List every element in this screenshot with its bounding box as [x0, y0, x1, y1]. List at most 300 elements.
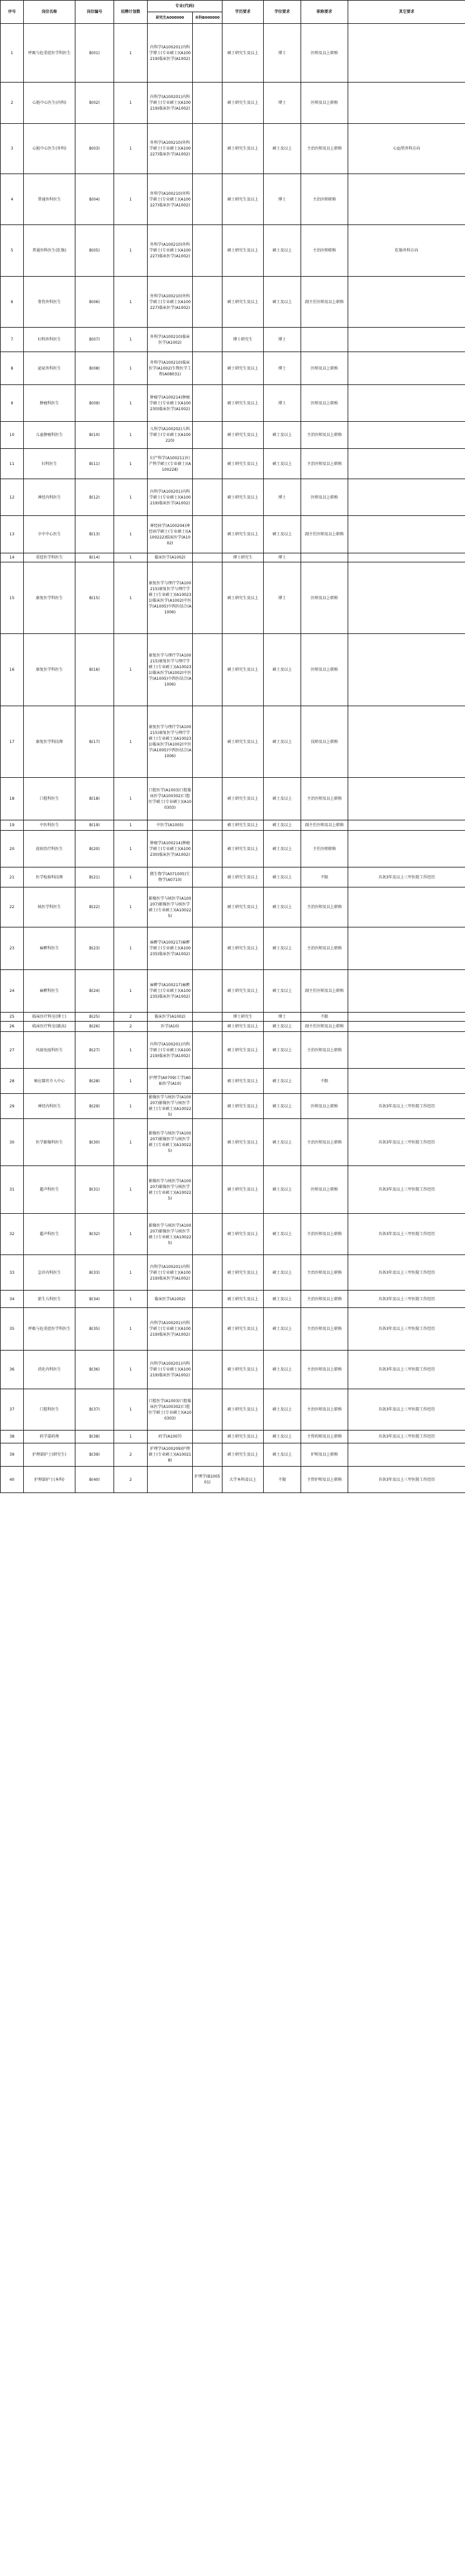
seq-cell: 33 [1, 1255, 24, 1291]
header-seq: 序号 [1, 1, 24, 24]
seq-cell: 7 [1, 328, 24, 352]
graduate-major-cell: 康复医学与理疗学(A100215)康复医学与理疗学硕士(专业硕士)(A100231)临床医学(A1002)中医学(A1005)中西医结合(A1006) [148, 706, 193, 778]
other-cell [348, 970, 465, 1013]
title-cell: 主治医师及以上职称 [301, 1351, 348, 1389]
position-code-cell: B(37) [75, 1389, 114, 1431]
plan-count-cell: 1 [114, 1308, 148, 1351]
undergraduate-major-cell [193, 778, 223, 820]
title-cell: 主治医师及以上职称 [301, 124, 348, 174]
graduate-major-cell: 外科学(A100210)外科学硕士(专业硕士)(A100227)临床医学(A1002) [148, 277, 193, 328]
position-name-cell: 风湿免疫科医生 [24, 1032, 75, 1069]
position-name-cell: 放射治疗科医生 [24, 831, 75, 867]
graduate-major-cell: 中医学(A1005) [148, 820, 193, 831]
position-name-cell: 重症医学科医生 [24, 553, 75, 562]
other-cell: 具备3年及以上三甲医院工作经历 [348, 1094, 465, 1119]
degree-cell: 硕士及以上 [264, 1351, 301, 1389]
graduate-major-cell: 康复医学与理疗学(A100215)康复医学与理疗学硕士(专业硕士)(A100231)临床医学(A1002)中医学(A1005)中西医结合(A1006) [148, 634, 193, 706]
seq-cell: 9 [1, 385, 24, 422]
position-name-cell: 麻醉科医生 [24, 927, 75, 970]
position-code-cell: B(40) [75, 1467, 114, 1493]
education-cell: 硕士研究生及以上 [223, 1214, 264, 1255]
position-name-cell: 普通外科医生(肛肠) [24, 225, 75, 277]
position-name-cell: 超声科医生 [24, 1214, 75, 1255]
seq-cell: 1 [1, 24, 24, 83]
position-code-cell: B(26) [75, 1022, 114, 1032]
graduate-major-cell: 内科学(A100201)内科学硕士(专业硕士)(A100219)临床医学(A1002) [148, 479, 193, 516]
title-cell: 副主任医师及以上职称 [301, 1022, 348, 1032]
position-code-cell: B(14) [75, 553, 114, 562]
table-row [1, 1013, 465, 1022]
undergraduate-major-cell [193, 174, 223, 225]
title-cell: 主治医师及以上职称 [301, 422, 348, 449]
undergraduate-major-cell [193, 277, 223, 328]
table-row [1, 328, 465, 352]
table-row [1, 887, 465, 927]
position-code-cell: B(23) [75, 927, 114, 970]
graduate-major-cell: 外科学(A100210)外科学硕士(专业硕士)(A100227)临床医学(A1002) [148, 225, 193, 277]
title-cell: 主治医师及以上职称 [301, 1308, 348, 1351]
education-cell: 大学本科及以上 [223, 1467, 264, 1493]
degree-cell: 硕士及以上 [264, 1431, 301, 1443]
table-row [1, 1069, 465, 1094]
plan-count-cell: 2 [114, 1022, 148, 1032]
position-name-cell: 神经内科医生 [24, 1094, 75, 1119]
header-degree: 学位要求 [264, 1, 301, 24]
seq-cell: 26 [1, 1022, 24, 1032]
degree-cell: 博士 [264, 385, 301, 422]
graduate-major-cell: 肿瘤学(A100214)肿瘤学硕士(专业硕士)(A100230)临床医学(A1002) [148, 831, 193, 867]
education-cell: 硕士研究生及以上 [223, 1255, 264, 1291]
position-code-cell: B(29) [75, 1094, 114, 1119]
table-row [1, 516, 465, 553]
other-cell [348, 634, 465, 706]
plan-count-cell: 1 [114, 1119, 148, 1166]
degree-cell: 硕士及以上 [264, 706, 301, 778]
title-cell: 主治医师职称 [301, 174, 348, 225]
other-cell [348, 83, 465, 124]
degree-cell: 硕士及以上 [264, 927, 301, 970]
position-code-cell: B(13) [75, 516, 114, 553]
graduate-major-cell: 护理学(A100209)护理硕士(专业硕士)(A100218) [148, 1443, 193, 1467]
education-cell: 硕士研究生及以上 [223, 634, 264, 706]
position-name-cell: 骨伤外科医生 [24, 277, 75, 328]
title-cell: 医师及以上职称 [301, 1166, 348, 1214]
position-code-cell: B(19) [75, 820, 114, 831]
education-cell: 博士研究生 [223, 553, 264, 562]
position-code-cell: B(27) [75, 1032, 114, 1069]
title-cell: 主治医师及以上职称 [301, 927, 348, 970]
other-cell [348, 927, 465, 970]
header-under: 本科B000000 [193, 12, 223, 24]
degree-cell: 硕士及以上 [264, 1389, 301, 1431]
position-name-cell: 急诊内科医生 [24, 1255, 75, 1291]
title-cell: 副主任医师及以上职称 [301, 820, 348, 831]
undergraduate-major-cell [193, 1443, 223, 1467]
seq-cell: 31 [1, 1166, 24, 1214]
degree-cell: 硕士及以上 [264, 1094, 301, 1119]
graduate-major-cell: 微生物学(A071005)生物学(A0710) [148, 867, 193, 887]
graduate-major-cell: 药学(A1007) [148, 1431, 193, 1443]
position-code-cell: B(32) [75, 1214, 114, 1255]
education-cell: 硕士研究生及以上 [223, 1069, 264, 1094]
title-cell: 主治医师及以上职称 [301, 1214, 348, 1255]
degree-cell: 硕士及以上 [264, 449, 301, 479]
degree-cell: 硕士及以上 [264, 970, 301, 1013]
table-row [1, 1022, 465, 1032]
seq-cell: 21 [1, 867, 24, 887]
title-cell: 医师及以上职称 [301, 1094, 348, 1119]
header-title: 职称要求 [301, 1, 348, 24]
seq-cell: 36 [1, 1351, 24, 1389]
undergraduate-major-cell [193, 1389, 223, 1431]
seq-cell: 39 [1, 1443, 24, 1467]
position-code-cell: B(07) [75, 328, 114, 352]
other-cell [348, 277, 465, 328]
undergraduate-major-cell [193, 562, 223, 634]
degree-cell: 硕士及以上 [264, 778, 301, 820]
degree-cell: 博士 [264, 479, 301, 516]
header-plan: 招聘计划数 [114, 1, 148, 24]
seq-cell: 4 [1, 174, 24, 225]
education-cell: 硕士研究生及以上 [223, 887, 264, 927]
seq-cell: 23 [1, 927, 24, 970]
seq-cell: 32 [1, 1214, 24, 1255]
education-cell: 硕士研究生及以上 [223, 831, 264, 867]
undergraduate-major-cell [193, 1022, 223, 1032]
seq-cell: 40 [1, 1467, 24, 1493]
other-cell [348, 831, 465, 867]
graduate-major-cell [148, 1467, 193, 1493]
graduate-major-cell: 外科学(A100210)临床医学(A1002) [148, 328, 193, 352]
title-cell: 副主任医师及以上职称 [301, 516, 348, 553]
position-name-cell: 神经内科医生 [24, 479, 75, 516]
table-row [1, 1166, 465, 1214]
education-cell: 硕士研究生及以上 [223, 867, 264, 887]
position-code-cell: B(30) [75, 1119, 114, 1166]
table-row [1, 83, 465, 124]
seq-cell: 16 [1, 634, 24, 706]
position-code-cell: B(20) [75, 831, 114, 867]
education-cell: 硕士研究生及以上 [223, 352, 264, 385]
graduate-major-cell: 神经病学(A100204)神经病学硕士(专业硕士)(A100222)临床医学(A1002) [148, 516, 193, 553]
title-cell: 副主任医师及以上职称 [301, 970, 348, 1013]
position-name-cell: 消化内科医生 [24, 1351, 75, 1389]
position-code-cell: B(35) [75, 1308, 114, 1351]
position-name-cell: 响应器官介入中心 [24, 1069, 75, 1094]
undergraduate-major-cell [193, 887, 223, 927]
degree-cell: 硕士及以上 [264, 1443, 301, 1467]
plan-count-cell: 1 [114, 1094, 148, 1119]
undergraduate-major-cell [193, 867, 223, 887]
plan-count-cell: 1 [114, 516, 148, 553]
plan-count-cell: 1 [114, 83, 148, 124]
plan-count-cell: 2 [114, 1467, 148, 1493]
position-name-cell: 呼吸与危重症医学科医生 [24, 24, 75, 83]
graduate-major-cell: 临床医学(A1002) [148, 1013, 193, 1022]
undergraduate-major-cell [193, 634, 223, 706]
table-row [1, 449, 465, 479]
undergraduate-major-cell [193, 1431, 223, 1443]
education-cell: 硕士研究生及以上 [223, 449, 264, 479]
undergraduate-major-cell [193, 1069, 223, 1094]
graduate-major-cell: 麻醉学(A100217)麻醉学硕士(专业硕士)(A100235)临床医学(A1002) [148, 927, 193, 970]
position-code-cell: B(33) [75, 1255, 114, 1291]
title-cell: 不限 [301, 867, 348, 887]
title-cell: 医师及以上职称 [301, 24, 348, 83]
other-cell [348, 778, 465, 820]
other-cell: 具备3年及以上三甲医院工作经历 [348, 1291, 465, 1308]
title-cell: 不限 [301, 1069, 348, 1094]
education-cell: 硕士研究生及以上 [223, 820, 264, 831]
table-row [1, 927, 465, 970]
education-cell: 硕士研究生及以上 [223, 516, 264, 553]
education-cell: 硕士研究生及以上 [223, 1431, 264, 1443]
plan-count-cell: 1 [114, 422, 148, 449]
undergraduate-major-cell [193, 1094, 223, 1119]
degree-cell: 硕士及以上 [264, 1308, 301, 1351]
title-cell: 主治医师及以上职称 [301, 1255, 348, 1291]
other-cell: 具备3年及以上三甲医院工作经历 [348, 1214, 465, 1255]
position-name-cell: 康复医学科医生 [24, 634, 75, 706]
degree-cell: 博士 [264, 328, 301, 352]
title-cell: 主治医师及以上职称 [301, 778, 348, 820]
title-cell: 主治医师及以上职称 [301, 449, 348, 479]
table-row [1, 634, 465, 706]
degree-cell: 硕士及以上 [264, 277, 301, 328]
degree-cell: 硕士及以上 [264, 1022, 301, 1032]
title-cell [301, 328, 348, 352]
graduate-major-cell: 内科学(A100201)内科学硕士(专业硕士)(A100219)临床医学(A1002) [148, 1255, 193, 1291]
degree-cell: 硕士及以上 [264, 1069, 301, 1094]
other-cell [348, 553, 465, 562]
undergraduate-major-cell [193, 352, 223, 385]
table-row [1, 1214, 465, 1255]
education-cell: 硕士研究生及以上 [223, 422, 264, 449]
seq-cell: 30 [1, 1119, 24, 1166]
plan-count-cell: 1 [114, 867, 148, 887]
other-cell: 具备3年及以上三甲医院工作经历 [348, 1389, 465, 1431]
plan-count-cell: 1 [114, 174, 148, 225]
education-cell: 硕士研究生及以上 [223, 1119, 264, 1166]
seq-cell: 37 [1, 1389, 24, 1431]
degree-cell: 硕士及以上 [264, 1119, 301, 1166]
table-row [1, 174, 465, 225]
plan-count-cell: 1 [114, 449, 148, 479]
plan-count-cell: 1 [114, 1255, 148, 1291]
undergraduate-major-cell [193, 1308, 223, 1351]
position-name-cell: 心脏中心医生(内科) [24, 83, 75, 124]
position-name-cell: 泌尿外科医生 [24, 352, 75, 385]
seq-cell: 20 [1, 831, 24, 867]
education-cell: 硕士研究生及以上 [223, 706, 264, 778]
seq-cell: 3 [1, 124, 24, 174]
undergraduate-major-cell [193, 820, 223, 831]
position-code-cell: B(22) [75, 887, 114, 927]
undergraduate-major-cell [193, 1351, 223, 1389]
graduate-major-cell: 影像医学与核医学(A100207)影像医学与核医学硕士(专业硕士)(A100225) [148, 1119, 193, 1166]
other-cell [348, 174, 465, 225]
undergraduate-major-cell [193, 328, 223, 352]
position-name-cell: 普通外科医生 [24, 174, 75, 225]
plan-count-cell: 1 [114, 385, 148, 422]
other-cell [348, 328, 465, 352]
table-row [1, 562, 465, 634]
plan-count-cell: 1 [114, 1032, 148, 1069]
graduate-major-cell: 康复医学与理疗学(A100215)康复医学与理疗学硕士(专业硕士)(A100231)临床医学(A1002)中医学(A1005)中西医结合(A1006) [148, 562, 193, 634]
undergraduate-major-cell [193, 449, 223, 479]
table-row [1, 24, 465, 83]
position-name-cell: 口腔科医生 [24, 778, 75, 820]
plan-count-cell: 1 [114, 24, 148, 83]
position-name-cell: 超声科医生 [24, 1166, 75, 1214]
graduate-major-cell: 内科学(A100201)内科学硕士(专业硕士)(A100219)临床医学(A1002) [148, 1351, 193, 1389]
position-code-cell: B(05) [75, 225, 114, 277]
position-code-cell: B(21) [75, 867, 114, 887]
plan-count-cell: 1 [114, 1351, 148, 1389]
graduate-major-cell: 外科学(A100210)临床医学(A1002)生物医学工程(A08031) [148, 352, 193, 385]
plan-count-cell: 1 [114, 1291, 148, 1308]
position-code-cell: B(18) [75, 778, 114, 820]
other-cell [348, 422, 465, 449]
undergraduate-major-cell: 护理学(B100501) [193, 1467, 223, 1493]
other-cell [348, 820, 465, 831]
degree-cell: 硕士及以上 [264, 831, 301, 867]
table-row [1, 1119, 465, 1166]
position-code-cell: B(31) [75, 1166, 114, 1214]
other-cell: 具备3年及以上三甲医院工作经历 [348, 1255, 465, 1291]
position-name-cell: 儿童肿瘤科医生 [24, 422, 75, 449]
header-grad: 研究生A000000 [148, 12, 193, 24]
graduate-major-cell: 影像医学与核医学(A100207)影像医学与核医学硕士(专业硕士)(A100225) [148, 1094, 193, 1119]
seq-cell: 15 [1, 562, 24, 634]
degree-cell: 硕士及以上 [264, 124, 301, 174]
seq-cell: 12 [1, 479, 24, 516]
graduate-major-cell: 外科学(A100210)外科学硕士(专业硕士)(A100227)临床医学(A1002) [148, 124, 193, 174]
position-name-cell: 医学检验科技师 [24, 867, 75, 887]
seq-cell: 18 [1, 778, 24, 820]
position-name-cell: 护理部护士(本科) [24, 1467, 75, 1493]
education-cell: 硕士研究生及以上 [223, 1166, 264, 1214]
table-row [1, 422, 465, 449]
table-row [1, 1094, 465, 1119]
degree-cell: 硕士及以上 [264, 1166, 301, 1214]
graduate-major-cell: 妇产科学(A100211)妇产科学硕士(专业硕士)(A100228) [148, 449, 193, 479]
title-cell: 护师及以上职称 [301, 1443, 348, 1467]
plan-count-cell: 1 [114, 1069, 148, 1094]
position-code-cell: B(34) [75, 1291, 114, 1308]
seq-cell: 22 [1, 887, 24, 927]
plan-count-cell: 1 [114, 820, 148, 831]
undergraduate-major-cell [193, 1255, 223, 1291]
undergraduate-major-cell [193, 1032, 223, 1069]
graduate-major-cell: 临床医学(A1002) [148, 553, 193, 562]
table-row [1, 124, 465, 174]
title-cell: 主管药师及以上职称 [301, 1431, 348, 1443]
title-cell: 医师及以上职称 [301, 479, 348, 516]
header-edu: 学历要求 [223, 1, 264, 24]
header-other: 其它要求 [348, 1, 465, 24]
degree-cell: 博士 [264, 83, 301, 124]
seq-cell: 6 [1, 277, 24, 328]
table-row [1, 553, 465, 562]
degree-cell: 硕士及以上 [264, 887, 301, 927]
education-cell: 硕士研究生及以上 [223, 174, 264, 225]
table-row [1, 1291, 465, 1308]
plan-count-cell: 2 [114, 1013, 148, 1022]
seq-cell: 19 [1, 820, 24, 831]
table-row [1, 1255, 465, 1291]
other-cell: 具备3年及以上三甲医院工作经历 [348, 1351, 465, 1389]
undergraduate-major-cell [193, 1214, 223, 1255]
title-cell [301, 553, 348, 562]
title-cell: 医师及以上职称 [301, 83, 348, 124]
graduate-major-cell: 口腔医学(A1003)口腔临床医学(A100302)口腔医学硕士(专业硕士)(A100303) [148, 778, 193, 820]
position-code-cell: B(10) [75, 422, 114, 449]
plan-count-cell: 1 [114, 927, 148, 970]
plan-count-cell: 1 [114, 831, 148, 867]
position-name-cell: 心脏中心医生(外科) [24, 124, 75, 174]
education-cell: 硕士研究生及以上 [223, 1389, 264, 1431]
position-code-cell: B(04) [75, 174, 114, 225]
other-cell [348, 1022, 465, 1032]
degree-cell: 博士 [264, 1013, 301, 1022]
degree-cell: 博士 [264, 174, 301, 225]
plan-count-cell: 1 [114, 352, 148, 385]
position-name-cell: 康复医学科技师 [24, 706, 75, 778]
other-cell [348, 1069, 465, 1094]
seq-cell: 38 [1, 1431, 24, 1443]
undergraduate-major-cell [193, 516, 223, 553]
title-cell: 主治医师及以上职称 [301, 1032, 348, 1069]
title-cell: 副主任医师及以上职称 [301, 277, 348, 328]
undergraduate-major-cell [193, 225, 223, 277]
degree-cell: 硕士及以上 [264, 225, 301, 277]
other-cell [348, 562, 465, 634]
other-cell [348, 887, 465, 927]
undergraduate-major-cell [193, 385, 223, 422]
education-cell: 硕士研究生及以上 [223, 970, 264, 1013]
education-cell: 硕士研究生及以上 [223, 562, 264, 634]
education-cell: 硕士研究生及以上 [223, 277, 264, 328]
table-row [1, 352, 465, 385]
position-name-cell: 卒中中心医生 [24, 516, 75, 553]
education-cell: 硕士研究生及以上 [223, 124, 264, 174]
degree-cell: 硕士及以上 [264, 1032, 301, 1069]
seq-cell: 25 [1, 1013, 24, 1022]
position-code-cell: B(02) [75, 83, 114, 124]
table-body [1, 24, 465, 1493]
education-cell: 硕士研究生及以上 [223, 1094, 264, 1119]
plan-count-cell: 1 [114, 970, 148, 1013]
other-cell [348, 24, 465, 83]
plan-count-cell: 1 [114, 1214, 148, 1255]
degree-cell: 硕士及以上 [264, 1214, 301, 1255]
undergraduate-major-cell [193, 1291, 223, 1308]
undergraduate-major-cell [193, 1166, 223, 1214]
position-code-cell: B(15) [75, 562, 114, 634]
other-cell [348, 385, 465, 422]
plan-count-cell: 1 [114, 277, 148, 328]
other-cell: 肛肠外科方向 [348, 225, 465, 277]
table-row [1, 778, 465, 820]
other-cell: 具备3年及以上三甲医院工作经历 [348, 1166, 465, 1214]
header-major: 专业(代码) [148, 1, 223, 12]
seq-cell: 27 [1, 1032, 24, 1069]
other-cell: 心血管外科方向 [348, 124, 465, 174]
position-code-cell: B(06) [75, 277, 114, 328]
table-row [1, 867, 465, 887]
plan-count-cell: 1 [114, 124, 148, 174]
